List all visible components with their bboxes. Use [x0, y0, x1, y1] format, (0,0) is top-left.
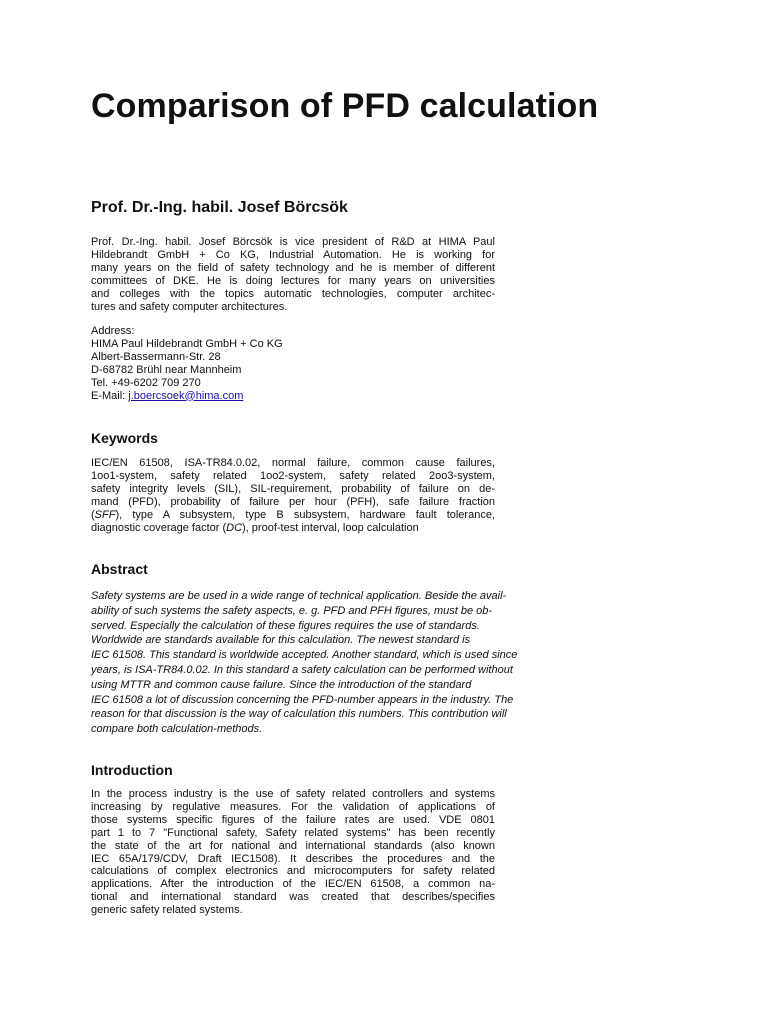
abstract-heading: Abstract	[91, 561, 148, 577]
introduction-text	[91, 788, 495, 917]
intro-line: applications. After the introduction of the IEC/EN 61508, a common na-	[91, 878, 495, 891]
keywords-heading: Keywords	[91, 430, 158, 446]
keywords-line: safety integrity levels (SIL), SIL-requirement, probability of failure on de-	[91, 482, 495, 495]
dc-abbr: DC	[226, 521, 243, 534]
email-label: E-Mail:	[91, 389, 129, 402]
bio-line: tures and safety computer architectures.	[91, 300, 288, 313]
address-tel: Tel. +49-6202 709 270	[91, 376, 201, 389]
intro-line: the state of the art for national and international standards (also known	[91, 839, 495, 852]
abstract-line: ability of such systems the safety aspects, e. g. PFD and PFH figures, must be ob-	[91, 604, 493, 617]
intro-line: tional and international standard was created that describes/specifies	[91, 891, 495, 904]
bio-line: Hildebrandt GmbH + Co KG, Industrial Automation. He is working for	[91, 248, 495, 261]
intro-line: increasing by regulative measures. For the validation of applications of	[91, 800, 495, 813]
keywords-line: mand (PFD), probability of failure per hour (PFH), safe failure fraction	[91, 495, 495, 508]
keywords-line: (SFF), type A subsystem, type B subsystem, hardware fault tolerance,	[91, 508, 495, 521]
intro-line: calculations of complex electronics and microcomputers for safety related	[91, 865, 495, 878]
bio-line: Prof. Dr.-Ing. habil. Josef Börcsök is vice president of R&D at HIMA Paul	[91, 236, 495, 248]
address-city: D-68782 Brühl near Mannheim	[91, 363, 242, 376]
intro-line: those systems specific figures of the failure rates are used. VDE 0801	[91, 813, 495, 826]
abstract-line: using MTTR and common cause failure. Since the introduction of the standard	[91, 678, 472, 691]
address-street: Albert-Bassermann-Str. 28	[91, 350, 221, 363]
keywords-line: IEC/EN 61508, ISA-TR84.0.02, normal failure, common cause failures,	[91, 457, 495, 469]
abstract-line: IEC 61508. This standard is worldwide accepted. Another standard, which is used since	[91, 649, 518, 662]
abstract-line: years, is ISA-TR84.0.02. In this standard a safety calculation can be performed without	[91, 663, 513, 676]
bio-line: many years on the field of safety technology and he is member of different	[91, 261, 495, 274]
intro-line: part 1 to 7 "Functional safety, Safety related systems" has been recently	[91, 826, 495, 839]
sff-abbr: SFF	[94, 508, 116, 521]
abstract-text	[91, 589, 571, 737]
abstract-line: Safety systems are be used in a wide range of technical application. Beside the avail-	[91, 590, 507, 602]
abstract-line: IEC 61508 a lot of discussion concerning the PFD-number appears in the industry. The	[91, 693, 514, 706]
author-name: Prof. Dr.-Ing. habil. Josef Börcsök	[91, 199, 348, 216]
intro-line: IEC 65A/179/CDV, Draft IEC1508). It describes the procedures and the	[91, 852, 495, 865]
page-title: Comparison of PFD calculation	[91, 87, 599, 125]
abstract-line: compare both calculation-methods.	[91, 723, 263, 736]
intro-line: In the process industry is the use of safety related controllers and systems	[91, 788, 495, 800]
address-company: HIMA Paul Hildebrandt GmbH + Co KG	[91, 337, 283, 350]
address-label: Address:	[91, 325, 135, 337]
email-link[interactable]: j.boercsoek@hima.com	[128, 389, 244, 402]
author-bio	[91, 236, 495, 313]
address-email-row	[91, 390, 495, 403]
address-block	[91, 325, 495, 402]
introduction-heading: Introduction	[91, 762, 173, 778]
bio-line: committees of DKE. He is doing lectures for many years on universities	[91, 274, 495, 287]
keywords-text	[91, 457, 495, 534]
abstract-line: reason for that discussion is the way of calculation this numbers. This contribution will	[91, 708, 507, 721]
intro-line: generic safety related systems.	[91, 904, 243, 917]
abstract-line: Worldwide are standards available for this calculation. The newest standard is	[91, 634, 471, 647]
keywords-line: diagnostic coverage factor (DC), proof-test interval, loop calculation	[91, 521, 419, 534]
abstract-line: served. Especially the calculation of these figures requires the use of standards.	[91, 619, 480, 632]
keywords-line: 1oo1-system, safety related 1oo2-system, safety related 2oo3-system,	[91, 469, 495, 482]
bio-line: and colleges with the topics automatic technologies, computer architec-	[91, 287, 495, 300]
